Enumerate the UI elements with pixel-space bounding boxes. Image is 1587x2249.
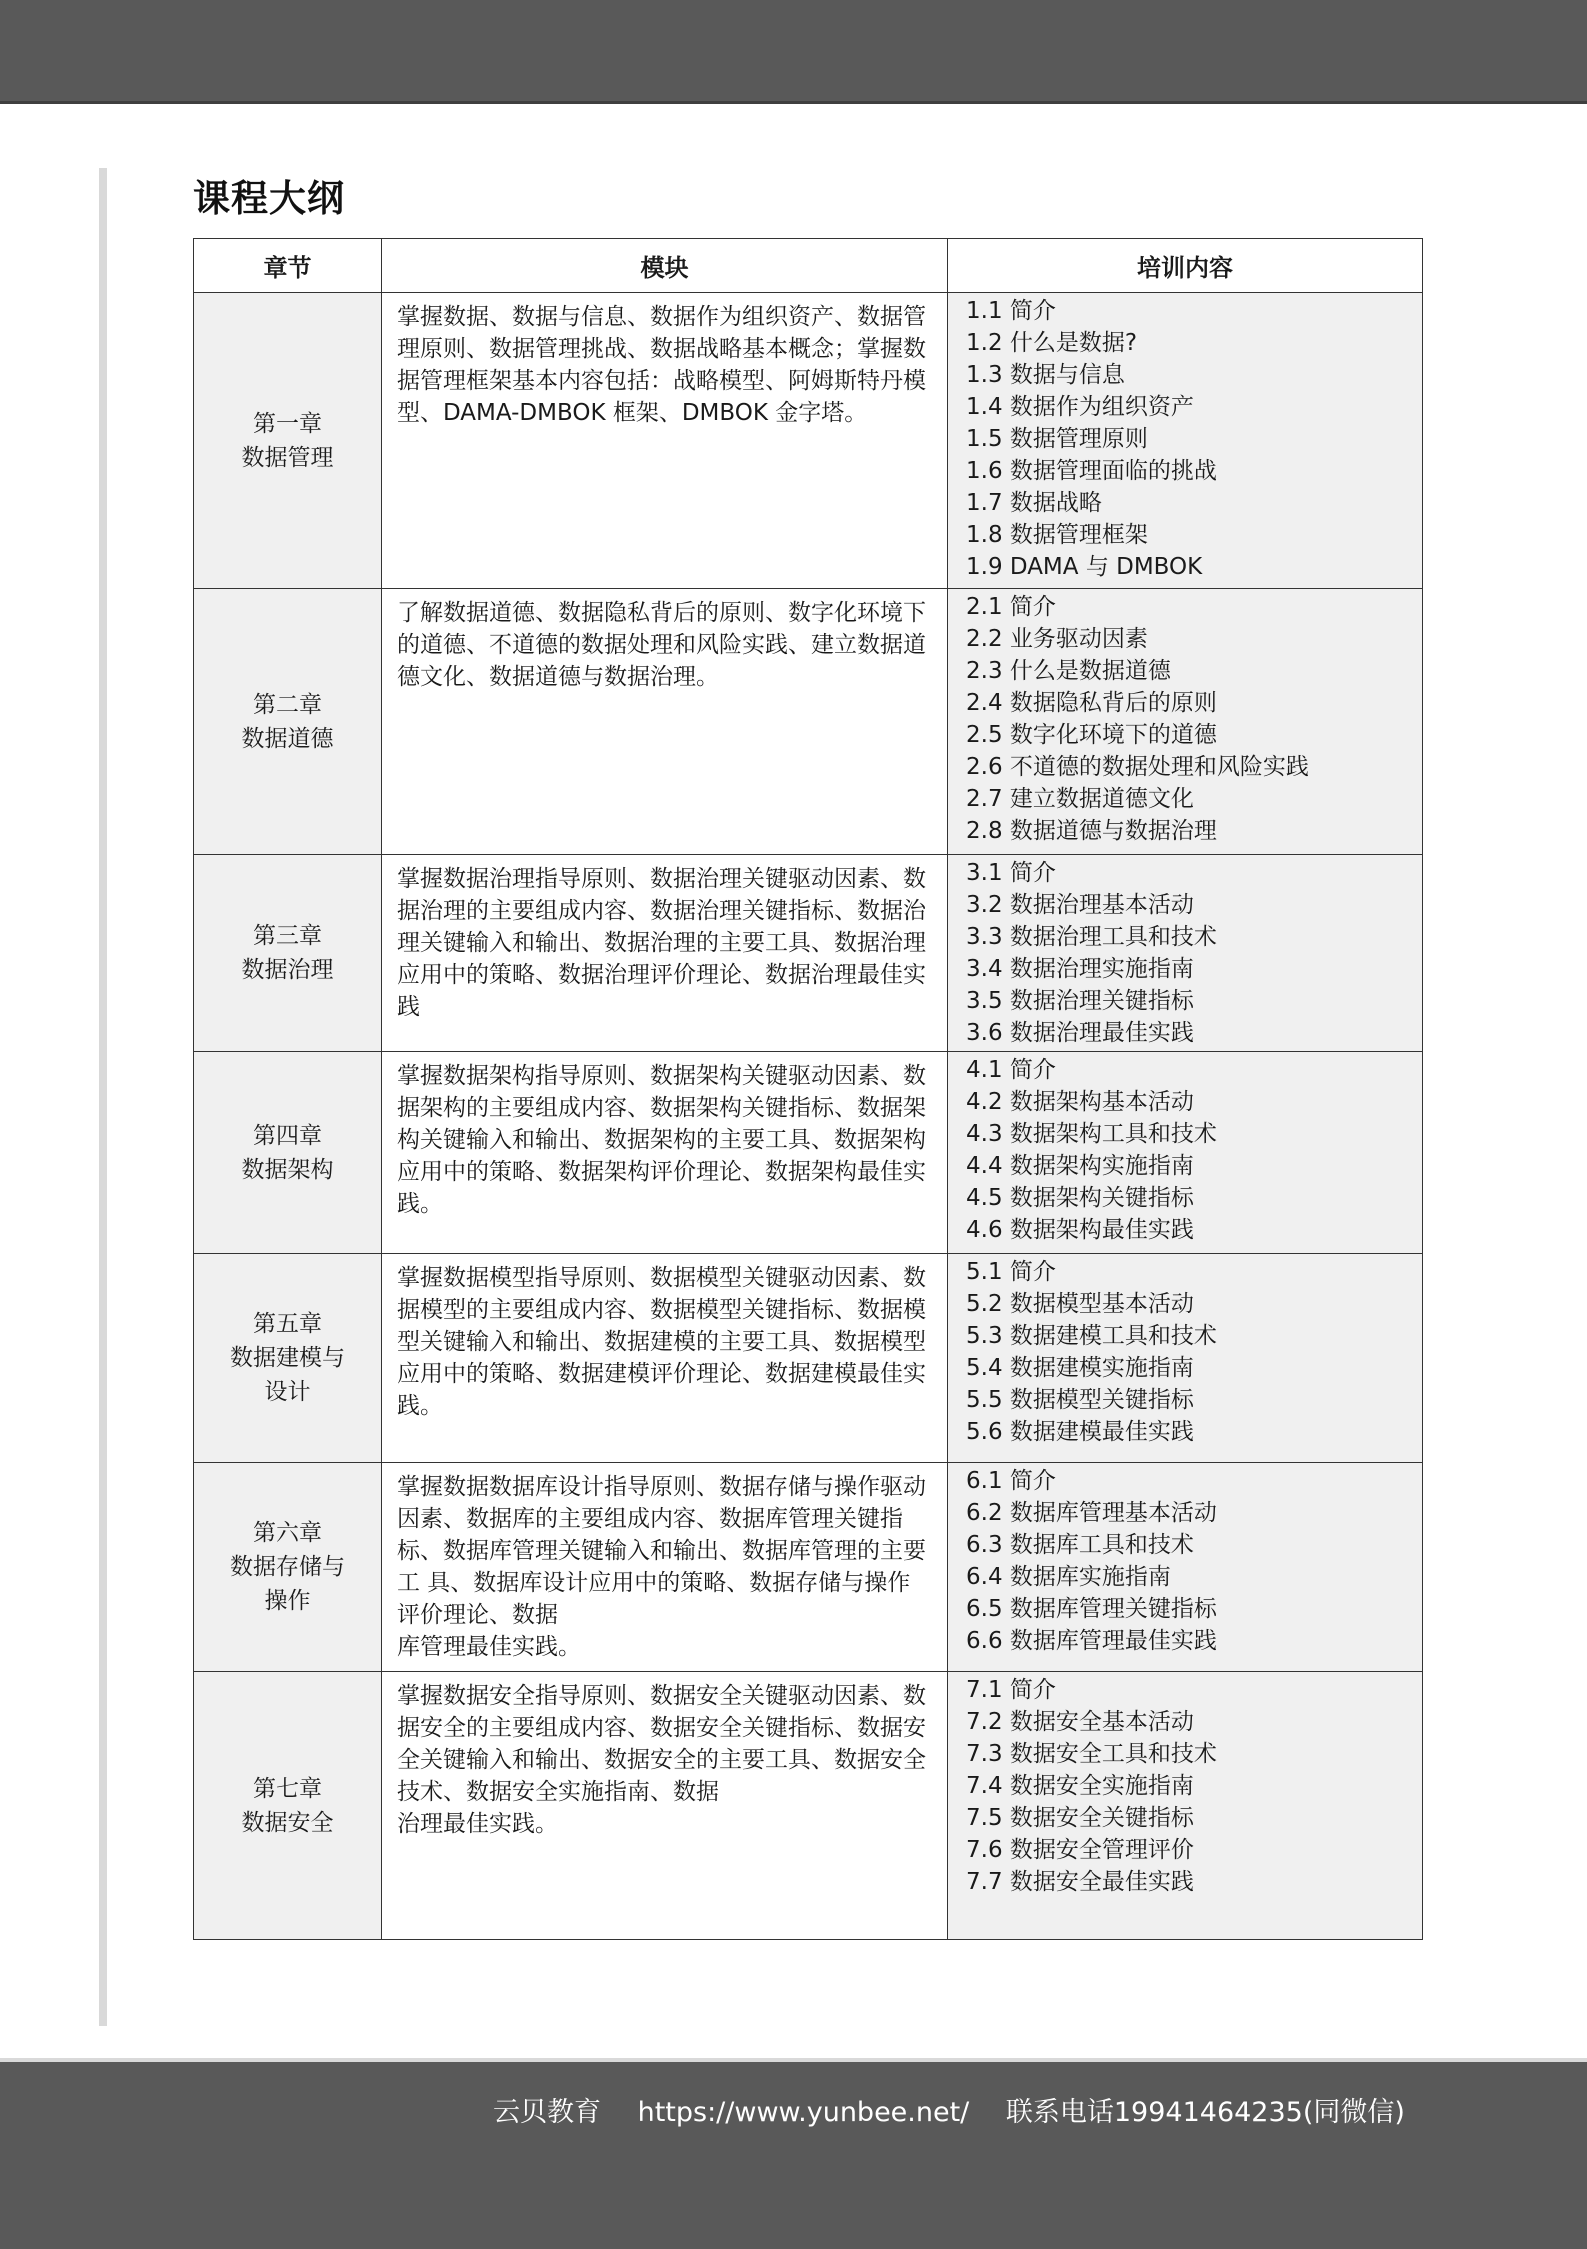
topic-item: 4.3 数据架构工具和技术 (966, 1121, 1217, 1147)
module-description: 掌握数据模型指导原则、数据模型关键驱动因素、数据模型的主要组成内容、数据模型关键指标、数据模型关键输入和输出、数据建模的主要工具、数据模型应用中的策略、数据建模评价理论、数据建模最佳实践。 (397, 1265, 926, 1419)
chapter-cell (194, 1052, 382, 1254)
topic-item: 2.8 数据道德与数据治理 (966, 818, 1217, 844)
header-module: 模块 (382, 239, 948, 293)
module-cell (382, 589, 948, 855)
topic-item: 3.2 数据治理基本活动 (966, 892, 1194, 918)
content-cell (948, 1672, 1423, 1940)
content-cell (948, 293, 1423, 589)
topic-item: 1.5 数据管理原则 (966, 426, 1148, 452)
module-description: 掌握数据架构指导原则、数据架构关键驱动因素、数据架构的主要组成内容、数据架构关键指标、数据架构关键输入和输出、数据架构的主要工具、数据架构应用中的策略、数据架构评价理论、数据架构最佳实践。 (397, 1063, 926, 1217)
topic-item: 7.6 数据安全管理评价 (966, 1837, 1194, 1863)
topic-item: 7.5 数据安全关键指标 (966, 1805, 1194, 1831)
topic-item: 1.2 什么是数据? (966, 330, 1138, 356)
topic-item: 5.6 数据建模最佳实践 (966, 1419, 1194, 1445)
header-bar (0, 0, 1587, 104)
module-cell (382, 1254, 948, 1463)
page-title: 课程大纲 (193, 177, 345, 220)
topic-item: 1.8 数据管理框架 (966, 522, 1148, 548)
topic-item: 1.3 数据与信息 (966, 362, 1125, 388)
chapter-label: 数据管理 (241, 444, 334, 471)
topic-item: 3.1 简介 (966, 860, 1056, 886)
module-cell (382, 1672, 948, 1940)
left-accent-rule (99, 168, 107, 2026)
topic-item: 6.6 数据库管理最佳实践 (966, 1628, 1217, 1654)
chapter-label: 设计 (264, 1379, 311, 1405)
module-description: 了解数据道德、数据隐私背后的原则、数字化环境下的道德、不道德的数据处理和风险实践、建立数据道德文化、数据道德与数据治理。 (397, 600, 926, 690)
chapter-label: 第一章 (253, 410, 322, 437)
chapter-cell (194, 1254, 382, 1463)
topic-item: 4.2 数据架构基本活动 (966, 1089, 1194, 1115)
footer-url[interactable]: https://www.yunbee.net/ (637, 2097, 970, 2128)
topic-item: 5.4 数据建模实施指南 (966, 1355, 1194, 1381)
topic-item: 5.3 数据建模工具和技术 (966, 1323, 1217, 1349)
topic-item: 6.3 数据库工具和技术 (966, 1532, 1194, 1558)
topic-item: 6.2 数据库管理基本活动 (966, 1500, 1217, 1526)
table-row (194, 855, 1423, 1052)
chapter-label: 第四章 (253, 1122, 322, 1149)
topic-item: 7.1 简介 (966, 1677, 1056, 1703)
chapter-label: 第三章 (253, 923, 322, 949)
topic-item: 1.4 数据作为组织资产 (966, 394, 1194, 420)
topic-item: 3.6 数据治理最佳实践 (966, 1020, 1194, 1046)
module-cell (382, 1052, 948, 1254)
module-cell (382, 1463, 948, 1672)
footer-bar (0, 2058, 1587, 2249)
topic-item: 7.3 数据安全工具和技术 (966, 1741, 1217, 1767)
module-description: 掌握数据数据库设计指导原则、数据存储与操作驱动因素、数据库的主要组成内容、数据库管理关键指标、数据库管理关键输入和输出、数据库管理的主要工 具、数据库设计应用中的策略、数据存储与操作评价理论、数据 库管理最佳实践。 (397, 1474, 926, 1660)
topic-item: 1.9 DAMA 与 DMBOK (966, 554, 1203, 580)
table-row (194, 293, 1423, 589)
topic-item: 2.2 业务驱动因素 (966, 626, 1148, 652)
chapter-label: 数据存储与 (230, 1554, 345, 1580)
chapter-label: 第五章 (253, 1311, 322, 1337)
topic-item: 7.7 数据安全最佳实践 (966, 1869, 1194, 1895)
chapter-label: 第二章 (253, 691, 322, 718)
module-description: 掌握数据治理指导原则、数据治理关键驱动因素、数据治理的主要组成内容、数据治理关键指标、数据治理关键输入和输出、数据治理的主要工具、数据治理应用中的策略、数据治理评价理论、数据治理最佳实践 (397, 866, 926, 1020)
footer-contact: 联系电话19941464235(同微信) (1005, 2097, 1405, 2128)
topic-item: 6.4 数据库实施指南 (966, 1564, 1171, 1590)
header-content: 培训内容 (948, 239, 1423, 293)
course-outline-table (193, 238, 1423, 1940)
topic-item: 4.1 简介 (966, 1057, 1056, 1083)
chapter-label: 数据治理 (241, 957, 334, 983)
table-row (194, 1052, 1423, 1254)
module-cell (382, 293, 948, 589)
chapter-cell (194, 1672, 382, 1940)
topic-item: 6.1 简介 (966, 1468, 1056, 1494)
topic-item: 2.7 建立数据道德文化 (966, 786, 1194, 812)
chapter-cell (194, 589, 382, 855)
topic-item: 2.3 什么是数据道德 (966, 658, 1171, 684)
chapter-cell (194, 855, 382, 1052)
chapter-label: 数据道德 (241, 725, 334, 752)
chapter-label: 数据架构 (241, 1156, 334, 1183)
topic-item: 1.6 数据管理面临的挑战 (966, 458, 1217, 484)
topic-item: 1.7 数据战略 (966, 490, 1102, 516)
module-description: 掌握数据安全指导原则、数据安全关键驱动因素、数据安全的主要组成内容、数据安全关键指标、数据安全关键输入和输出、数据安全的主要工具、数据安全技术、数据安全实施指南、数据 治理最佳实践。 (397, 1683, 926, 1837)
topic-item: 7.4 数据安全实施指南 (966, 1773, 1194, 1799)
topic-item: 5.2 数据模型基本活动 (966, 1291, 1194, 1317)
topic-item: 6.5 数据库管理关键指标 (966, 1596, 1217, 1622)
chapter-label: 第七章 (253, 1775, 322, 1802)
content-cell (948, 589, 1423, 855)
table-row (194, 1672, 1423, 1940)
topic-item: 3.4 数据治理实施指南 (966, 956, 1194, 982)
chapter-label: 操作 (264, 1588, 311, 1614)
table-header-row (194, 239, 1423, 293)
content-cell (948, 1254, 1423, 1463)
topic-item: 4.5 数据架构关键指标 (966, 1185, 1194, 1211)
topic-item: 4.6 数据架构最佳实践 (966, 1217, 1194, 1243)
topic-item: 7.2 数据安全基本活动 (966, 1709, 1194, 1735)
topic-item: 1.1 简介 (966, 298, 1056, 324)
topic-item: 3.5 数据治理关键指标 (966, 988, 1194, 1014)
content-cell (948, 1052, 1423, 1254)
table-row (194, 1254, 1423, 1463)
chapter-cell (194, 293, 382, 589)
topic-item: 2.1 简介 (966, 594, 1056, 620)
module-description: 掌握数据、数据与信息、数据作为组织资产、数据管理原则、数据管理挑战、数据战略基本概念；掌握数据管理框架基本内容包括：战略模型、阿姆斯特丹模型、DAMA-DMBOK 框架、DMBOK 金字塔。 (397, 304, 926, 426)
topic-item: 5.5 数据模型关键指标 (966, 1387, 1194, 1413)
chapter-label: 数据建模与 (230, 1345, 345, 1371)
footer-info (493, 2090, 1433, 2129)
content-cell (948, 1463, 1423, 1672)
footer-brand: 云贝教育 (493, 2097, 601, 2128)
table-row (194, 589, 1423, 855)
chapter-label: 数据安全 (241, 1809, 334, 1836)
content-cell (948, 855, 1423, 1052)
topic-item: 4.4 数据架构实施指南 (966, 1153, 1194, 1179)
topic-item: 3.3 数据治理工具和技术 (966, 924, 1217, 950)
chapter-label: 第六章 (253, 1520, 322, 1546)
topic-item: 2.5 数字化环境下的道德 (966, 722, 1217, 748)
header-chapter: 章节 (194, 239, 382, 293)
chapter-cell (194, 1463, 382, 1672)
topic-item: 2.6 不道德的数据处理和风险实践 (966, 754, 1309, 780)
module-cell (382, 855, 948, 1052)
table-row (194, 1463, 1423, 1672)
topic-item: 2.4 数据隐私背后的原则 (966, 690, 1217, 716)
topic-item: 5.1 简介 (966, 1259, 1056, 1285)
